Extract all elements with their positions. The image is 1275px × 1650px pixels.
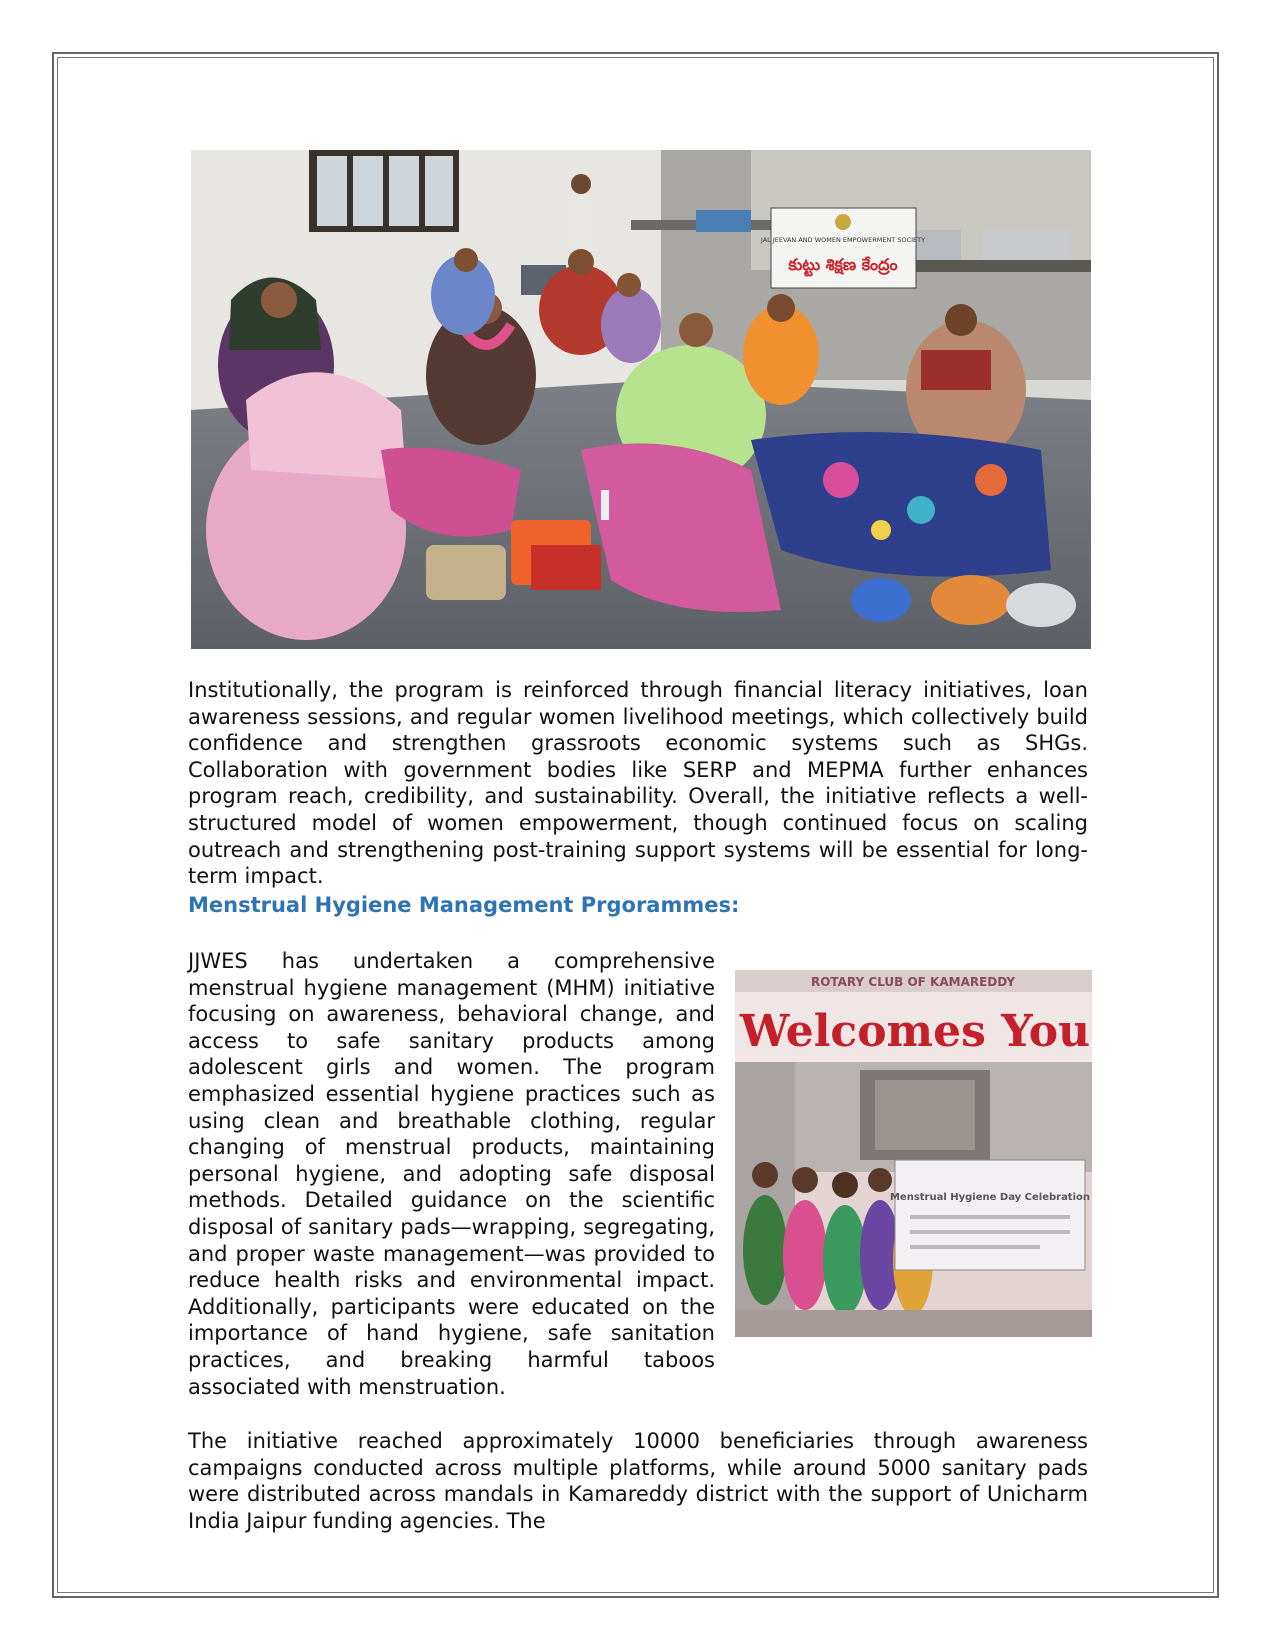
paragraph-institutional-support: Institutionally, the program is reinforced through financial literacy initiatives, loan awareness sessions, and regular women livelihood meetings, which collectively build confidence and strengthen grassroots economic systems such as SHGs. Collaboration with government bodies like SERP and MEPMA further enhances program reach, credibility, and sustainability. Overall, the initiative reflects a well-structured model of women empowerment, though continued focus on scaling outreach and strengthening post-training support systems will be essential for long-term impact.: [188, 678, 1088, 889]
banner-line-1: JAL JEEVAN AND WOMEN EMPOWERMENT SOCIETY: [760, 236, 926, 244]
section-heading-mhm: Menstrual Hygiene Management Prgorammes:: [188, 893, 740, 917]
tailoring-training-photo: [191, 150, 1091, 649]
banner-sign: [760, 208, 925, 288]
photo2-banner-top: ROTARY CLUB OF KAMAREDDY: [810, 975, 1016, 989]
paragraph-initiative-reach: The initiative reached approximately 10000 beneficiaries through awareness campaigns conducted across multiple platforms, while around 5000 sanitary pads were distributed across mandals in Kamareddy district with the support of Unicharm India Jaipur funding agencies. The: [188, 1429, 1088, 1533]
menstrual-hygiene-day-photo: [735, 970, 1092, 1337]
photo2-sign-title: Menstrual Hygiene Day Celebration: [889, 1192, 1091, 1203]
photo2-banner-main: Welcomes You: [739, 1006, 1091, 1057]
banner-line-2: కుట్టు శిక్షణ కేంద్రం: [788, 255, 898, 274]
paragraph-mhm-initiative: JJWES has undertaken a comprehensive menstrual hygiene management (MHM) initiative focusing on awareness, behavioral change, and access to safe sanitary products among adolescent girls and women. The program emphasized essential hygiene practices such as using clean and breathable clothing, regular changing of menstrual products, maintaining personal hygiene, and adopting safe disposal methods. Detailed guidance on the scientific disposal of sanitary pads—wrapping, segregating, and proper waste management—was provided to reduce health risks and environmental impact. Additionally, participants were educated on the importance of hand hygiene, safe sanitation practices, and breaking harmful taboos associated with menstruation.: [188, 949, 715, 1399]
